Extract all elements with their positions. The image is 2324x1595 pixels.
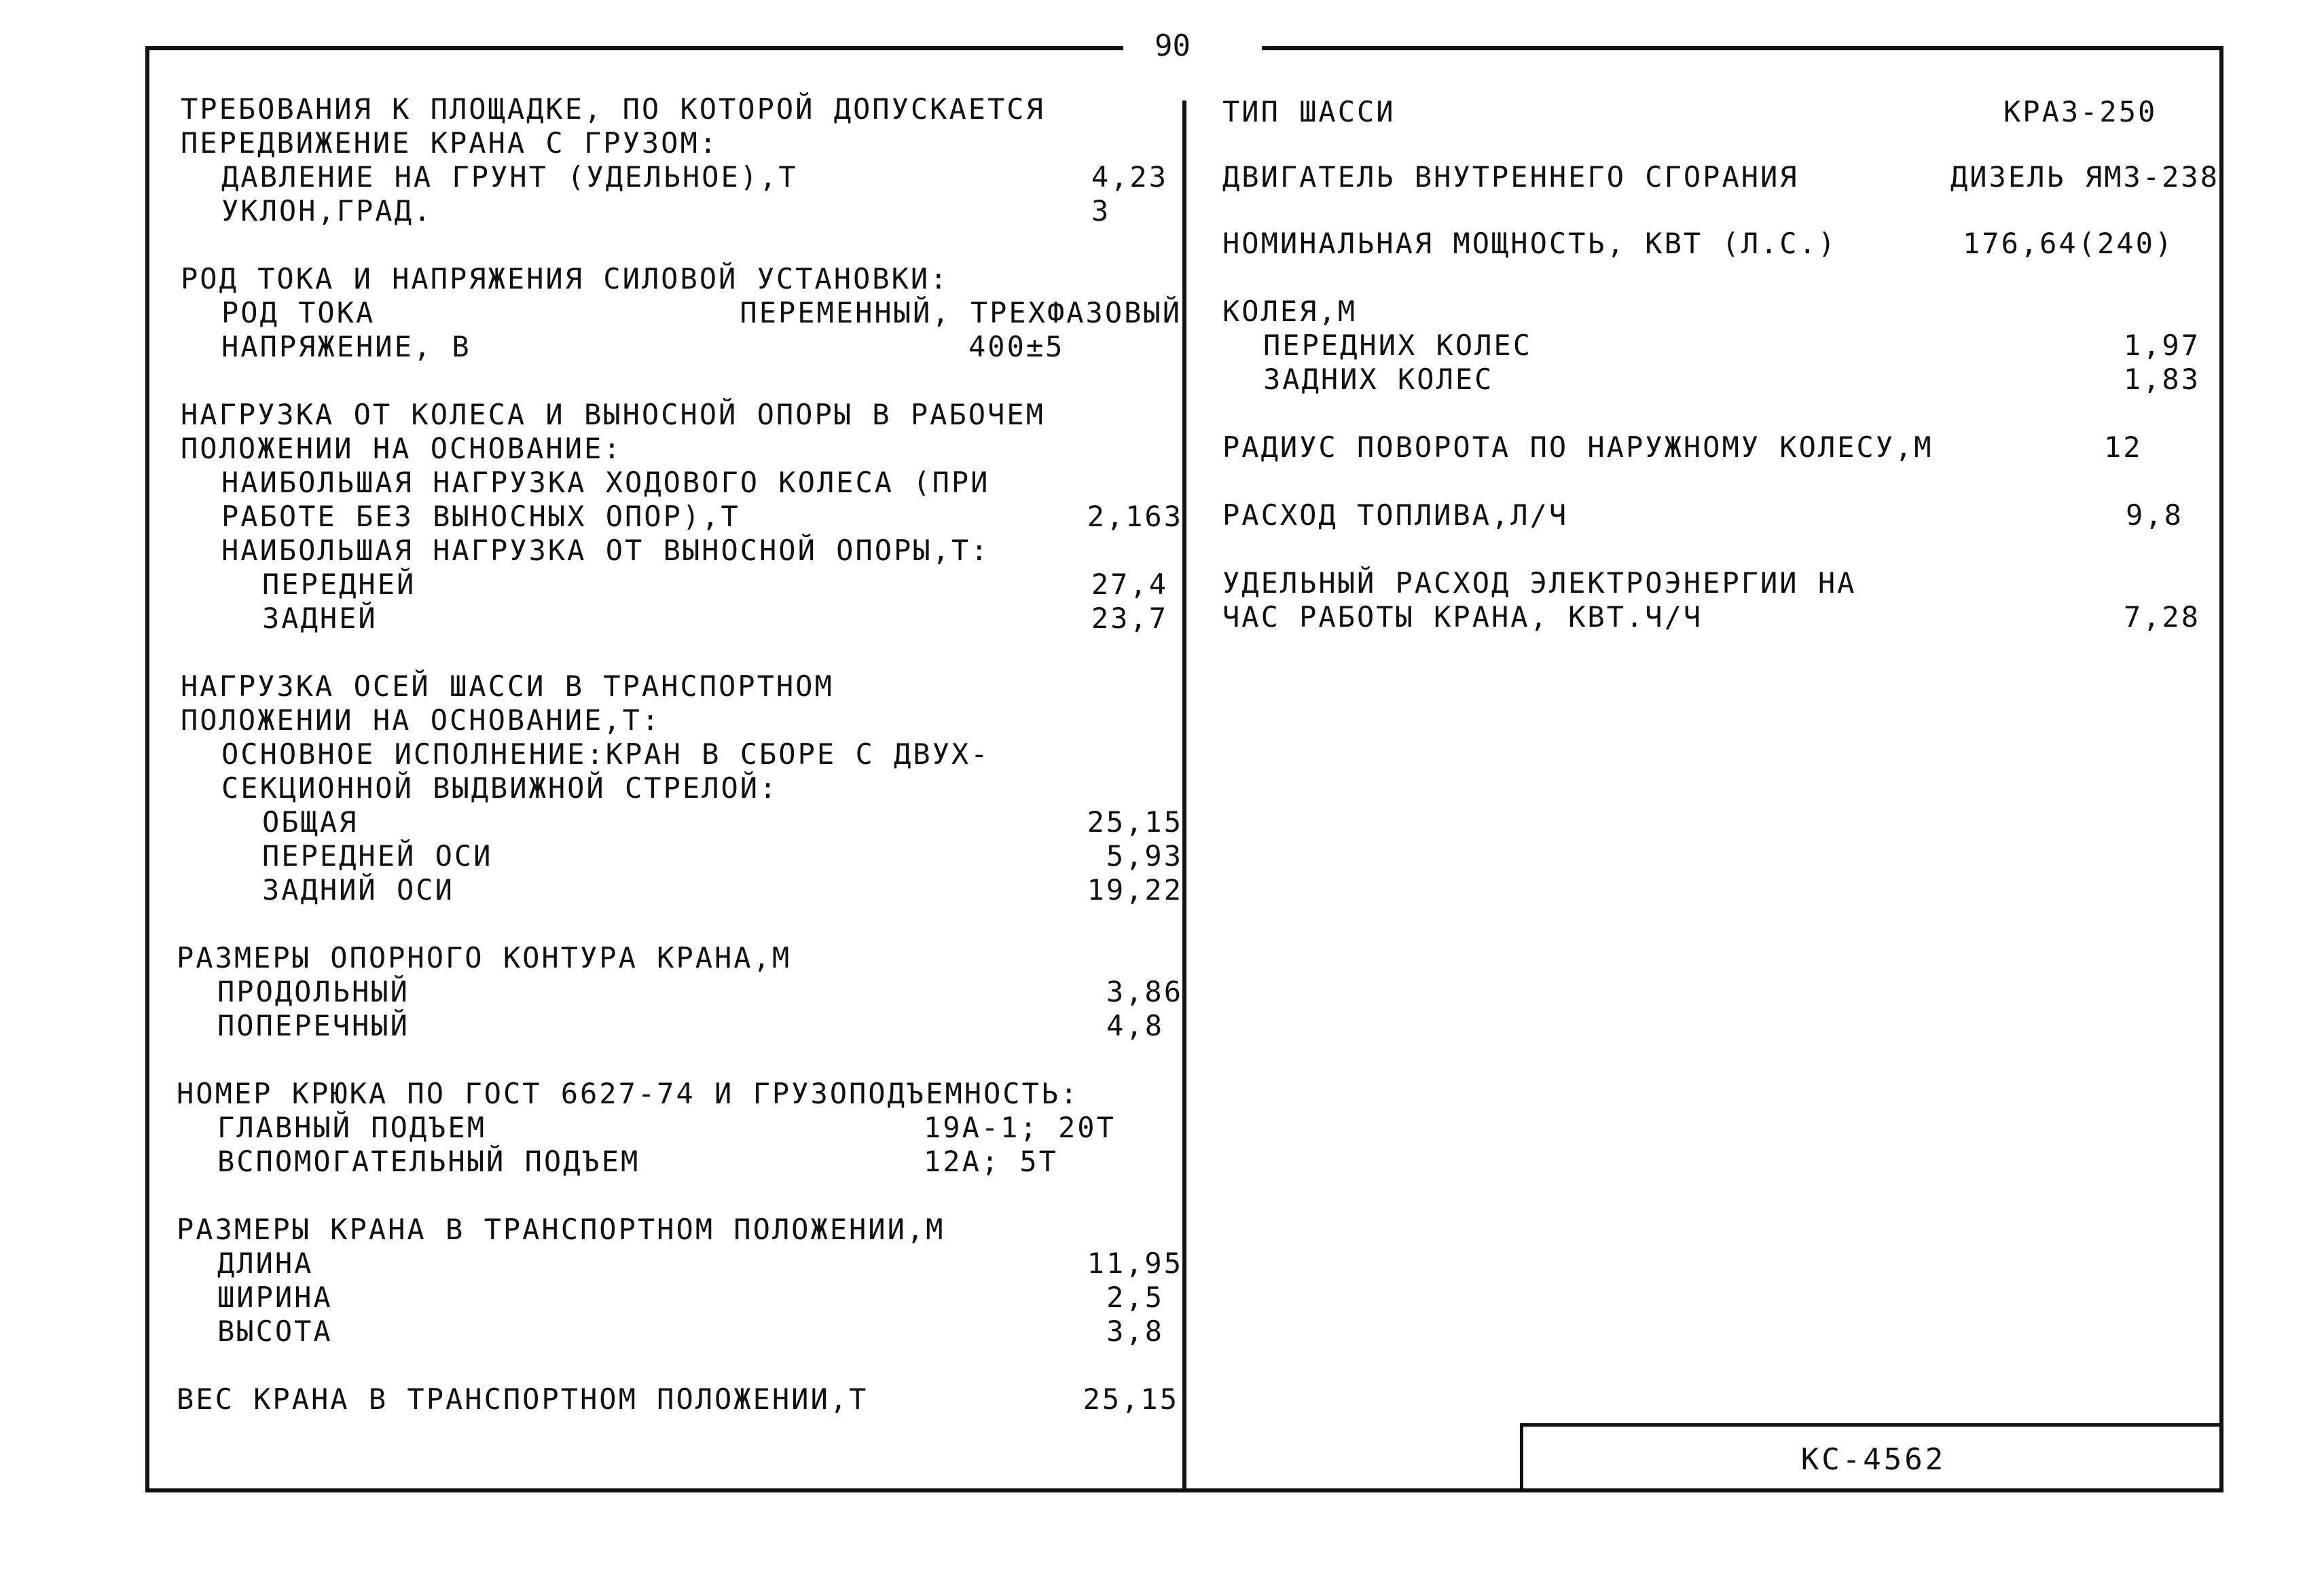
track-label: КОЛЕЯ,М [1222, 295, 1358, 328]
ground-slope-value: 3 [1091, 194, 1111, 227]
track-rear-value: 1,83 [2123, 363, 2200, 396]
wheel-load-max-wheel-value: 2,163 [1087, 500, 1183, 533]
dims-length-value: 11,95 [1087, 1247, 1183, 1280]
axle-load-total-value: 25,15 [1087, 805, 1183, 839]
ground-heading-2: ПЕРЕДВИЖЕНИЕ КРАНА С ГРУЗОМ: [181, 126, 719, 160]
energy-value: 7,28 [2123, 600, 2200, 634]
column-divider [1182, 100, 1186, 1492]
contour-long-value: 3,86 [1106, 975, 1183, 1008]
wheel-load-rear-value: 23,7 [1091, 602, 1168, 635]
chassis-label: ТИП ШАССИ [1222, 95, 1396, 128]
fuel-label: РАСХОД ТОПЛИВА,Л/Ч [1222, 498, 1569, 532]
page-number: 90 [1155, 29, 1191, 63]
contour-long-label: ПРОДОЛЬНЫЙ [217, 975, 410, 1008]
axle-load-rear-value: 19,22 [1087, 873, 1183, 906]
track-front-value: 1,97 [2123, 329, 2200, 362]
engine-value: ДИЗЕЛЬ ЯМЗ-238 [1950, 160, 2219, 194]
ground-slope-label: УКЛОН,ГРАД. [221, 194, 433, 227]
fuel-value: 9,8 [2126, 498, 2183, 532]
contour-trans-value: 4,8 [1106, 1009, 1164, 1042]
hook-main-value: 19А-1; 20Т [924, 1111, 1116, 1144]
power-value: 176,64(240) [1963, 227, 2175, 260]
dims-height-value: 3,8 [1106, 1315, 1164, 1348]
ground-heading-1: ТРЕБОВАНИЯ К ПЛОЩАДКЕ, ПО КОТОРОЙ ДОПУСКАЕТСЯ [181, 92, 1045, 126]
dims-length-label: ДЛИНА [217, 1247, 314, 1280]
chassis-value: КРАЗ-250 [2003, 95, 2158, 128]
energy-label-2: ЧАС РАБОТЫ КРАНА, КВТ.Ч/Ч [1222, 600, 1703, 634]
power-label: НОМИНАЛЬНАЯ МОЩНОСТЬ, КВТ (Л.С.) [1222, 227, 1838, 260]
hook-aux-label: ВСПОМОГАТЕЛЬНЫЙ ПОДЪЕМ [217, 1145, 640, 1178]
wheel-load-front-label: ПЕРЕДНЕЙ [262, 568, 416, 601]
axle-load-total-label: ОБЩАЯ [262, 805, 359, 839]
weight-label: ВЕС КРАНА В ТРАНСПОРТНОМ ПОЛОЖЕНИИ,Т [177, 1382, 869, 1416]
wheel-load-max-wheel-2: РАБОТЕ БЕЗ ВЫНОСНЫХ ОПОР),Т [221, 500, 740, 533]
axle-load-front-value: 5,93 [1106, 839, 1183, 873]
axle-load-front-label: ПЕРЕДНЕЙ ОСИ [262, 839, 493, 873]
ground-pressure-value: 4,23 [1091, 160, 1168, 194]
wheel-load-rear-label: ЗАДНЕЙ [262, 602, 378, 635]
axle-load-sub-1: ОСНОВНОЕ ИСПОЛНЕНИЕ:КРАН В СБОРЕ С ДВУХ- [221, 737, 990, 771]
engine-label: ДВИГАТЕЛЬ ВНУТРЕННЕГО СГОРАНИЯ [1222, 160, 1799, 194]
wheel-load-heading-1: НАГРУЗКА ОТ КОЛЕСА И ВЫНОСНОЙ ОПОРЫ В РАБОЧЕМ [181, 398, 1045, 431]
track-rear-label: ЗАДНИХ КОЛЕС [1263, 363, 1494, 396]
wheel-load-heading-2: ПОЛОЖЕНИИ НА ОСНОВАНИЕ: [181, 432, 623, 465]
weight-value: 25,15 [1083, 1382, 1179, 1416]
contour-trans-label: ПОПЕРЕЧНЫЙ [217, 1009, 410, 1042]
dims-width-label: ШИРИНА [217, 1281, 333, 1314]
wheel-load-max-wheel-1: НАИБОЛЬШАЯ НАГРУЗКА ХОДОВОГО КОЛЕСА (ПРИ [221, 466, 990, 499]
axle-load-heading-2: ПОЛОЖЕНИИ НА ОСНОВАНИЕ,Т: [181, 703, 661, 737]
radius-label: РАДИУС ПОВОРОТА ПО НАРУЖНОМУ КОЛЕСУ,М [1222, 430, 1933, 464]
drawing-stamp: КС-4562 [1520, 1423, 2223, 1492]
contour-heading: РАЗМЕРЫ ОПОРНОГО КОНТУРА КРАНА,М [177, 941, 792, 974]
radius-value: 12 [2104, 430, 2143, 464]
track-front-label: ПЕРЕДНИХ КОЛЕС [1263, 329, 1533, 362]
hook-aux-value: 12А; 5Т [924, 1145, 1059, 1178]
ground-pressure-label: ДАВЛЕНИЕ НА ГРУНТ (УДЕЛЬНОЕ),Т [221, 160, 798, 194]
hook-heading: НОМЕР КРЮКА ПО ГОСТ 6627-74 И ГРУЗОПОДЪЕМНОСТЬ: [177, 1077, 1080, 1110]
current-voltage-label: НАПРЯЖЕНИЕ, В [221, 330, 471, 363]
current-type-value: ПЕРЕМЕННЫЙ, ТРЕХФАЗОВЫЙ [740, 296, 1182, 329]
axle-load-rear-label: ЗАДНИЙ ОСИ [262, 873, 454, 906]
dims-heading: РАЗМЕРЫ КРАНА В ТРАНСПОРТНОМ ПОЛОЖЕНИИ,М [177, 1213, 945, 1246]
current-type-label: РОД ТОКА [221, 296, 376, 329]
axle-load-heading-1: НАГРУЗКА ОСЕЙ ШАССИ В ТРАНСПОРТНОМ [181, 670, 834, 703]
current-heading: РОД ТОКА И НАПРЯЖЕНИЯ СИЛОВОЙ УСТАНОВКИ: [181, 262, 949, 295]
dims-width-value: 2,5 [1106, 1281, 1164, 1314]
current-voltage-value: 400±5 [968, 330, 1065, 363]
dims-height-label: ВЫСОТА [217, 1315, 333, 1348]
wheel-load-front-value: 27,4 [1091, 568, 1168, 601]
energy-label-1: УДЕЛЬНЫЙ РАСХОД ЭЛЕКТРОЭНЕРГИИ НА [1222, 566, 1857, 600]
axle-load-sub-2: СЕКЦИОННОЙ ВЫДВИЖНОЙ СТРЕЛОЙ: [221, 771, 779, 805]
wheel-load-max-outrigger: НАИБОЛЬШАЯ НАГРУЗКА ОТ ВЫНОСНОЙ ОПОРЫ,Т: [221, 534, 990, 567]
hook-main-label: ГЛАВНЫЙ ПОДЪЕМ [217, 1111, 487, 1144]
